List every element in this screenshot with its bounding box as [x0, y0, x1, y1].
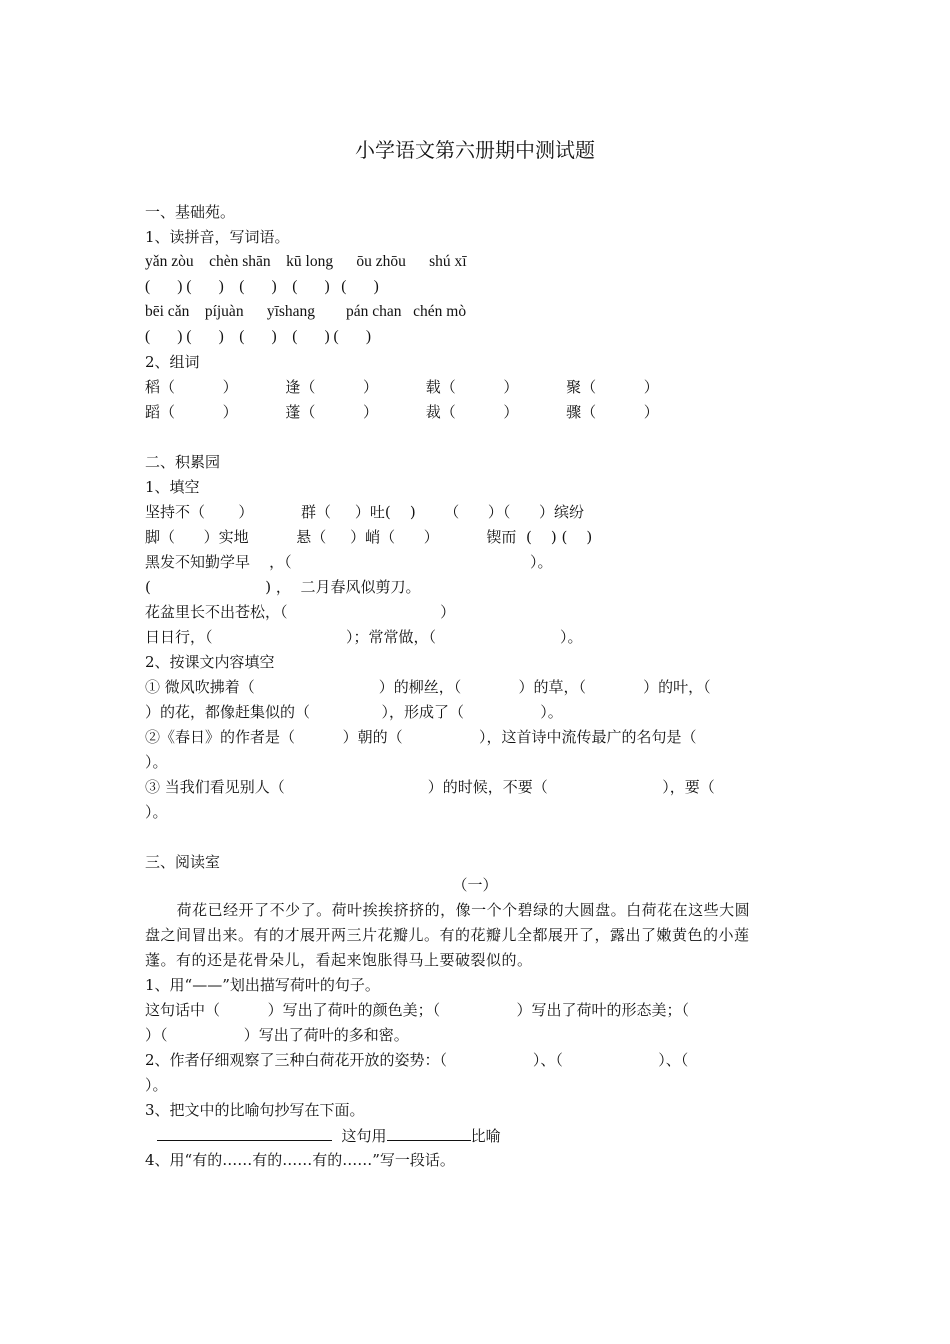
metaphor-blank[interactable]: [387, 1124, 471, 1141]
reading-question-3: 3、把文中的比喻句抄写在下面。: [145, 1101, 365, 1119]
reading-question-3-answer-line: [157, 1124, 501, 1147]
passage-line-3: 蓬。有的还是花骨朵儿，看起来饱胀得马上要破裂似的。: [145, 951, 533, 969]
reading-part-label: （一）: [452, 876, 498, 894]
poem-fill-line-3: 花盆里长不出苍松，（ ）: [145, 603, 456, 621]
text-fill-item-3-line-1: ③ 当我们看见别人（ ）的时候，不要（ ），要（: [145, 778, 715, 796]
section-heading-accumulation: 二、积累园: [145, 453, 221, 471]
pinyin-answer-row-2: ( ) ( ) ( ) ( ) ( ): [145, 328, 371, 345]
poem-fill-line-2: ( ) ， 二月春风似剪刀。: [145, 578, 421, 596]
text-fill-item-2-line-2: ）。: [145, 753, 168, 771]
question-word-group-heading: 2、组词: [145, 353, 200, 371]
reading-question-1-fill-line-2: ）（ ）写出了荷叶的多和密。: [145, 1026, 409, 1044]
reading-question-1: 1、用“——”划出描写荷叶的句子。: [145, 976, 380, 994]
pinyin-row-2: bēi cǎn píjuàn yīshang pán chan chén mò: [145, 303, 467, 320]
text-fill-item-2-line-1: ②《春日》的作者是（ ）朝的（ ），这首诗中流传最广的名句是（: [145, 728, 697, 746]
pinyin-row-1: yǎn zòu chèn shān kū long ōu zhōu shú xī: [145, 253, 467, 270]
metaphor-label-prefix: 这句用: [341, 1127, 387, 1145]
page-title: 小学语文第六册期中测试题: [355, 138, 595, 162]
poem-fill-line-4: 日日行，（ ）；常常做，（ ）。: [145, 628, 583, 646]
passage-line-1: 荷花已经开了不少了。荷叶挨挨挤挤的，像一个个碧绿的大圆盘。白荷花在这些大圆: [145, 901, 751, 919]
idiom-fill-row-1: 坚持不（ ） 群（ ）吐( ) （ ）（ ）缤纷: [145, 503, 585, 521]
question-fill-heading: 1、填空: [145, 478, 200, 496]
reading-question-2-line-1: 2、作者仔细观察了三种白荷花开放的姿势：（ ）、（ ）、（: [145, 1051, 689, 1069]
reading-question-1-fill-line-1: 这句话中（ ）写出了荷叶的颜色美；（ ）写出了荷叶的形态美；（: [145, 1001, 689, 1019]
pinyin-answer-row-1: ( ) ( ) ( ) ( ) ( ): [145, 278, 379, 295]
question-pinyin-heading: 1、读拼音，写词语。: [145, 228, 290, 246]
metaphor-label-suffix: 比喻: [470, 1127, 501, 1145]
reading-question-4: 4、用“有的……有的……有的……”写一段话。: [145, 1151, 455, 1169]
word-group-row-1: 稻（ ） 逢（ ） 载（ ） 聚（ ）: [145, 378, 659, 396]
reading-question-2-line-2: ）。: [145, 1076, 168, 1094]
text-fill-item-3-line-2: ）。: [145, 803, 168, 821]
idiom-fill-row-2: 脚（ ）实地 悬（ ）峭（ ） 锲而 ( ) ( ): [145, 528, 593, 546]
word-group-row-2: 蹈（ ） 蓬（ ） 裁（ ） 骤（ ）: [145, 403, 659, 421]
text-fill-item-1-line-1: ① 微风吹拂着（ ）的柳丝，（ ）的草，（ ）的叶，（: [145, 678, 711, 696]
sentence-blank[interactable]: [157, 1124, 332, 1141]
poem-fill-line-1: 黑发不知勤学早 ，（ ）。: [145, 553, 553, 571]
text-fill-item-1-line-2: ）的花，都像赶集似的（ ），形成了（ ）。: [145, 703, 563, 721]
section-heading-reading: 三、阅读室: [145, 853, 221, 871]
section-heading-basics: 一、基础苑。: [145, 203, 236, 221]
passage-line-2: 盘之间冒出来。有的才展开两三片花瓣儿。有的花瓣儿全都展开了，露出了嫩黄色的小莲: [145, 926, 750, 944]
question-text-fill-heading: 2、按课文内容填空: [145, 653, 275, 671]
